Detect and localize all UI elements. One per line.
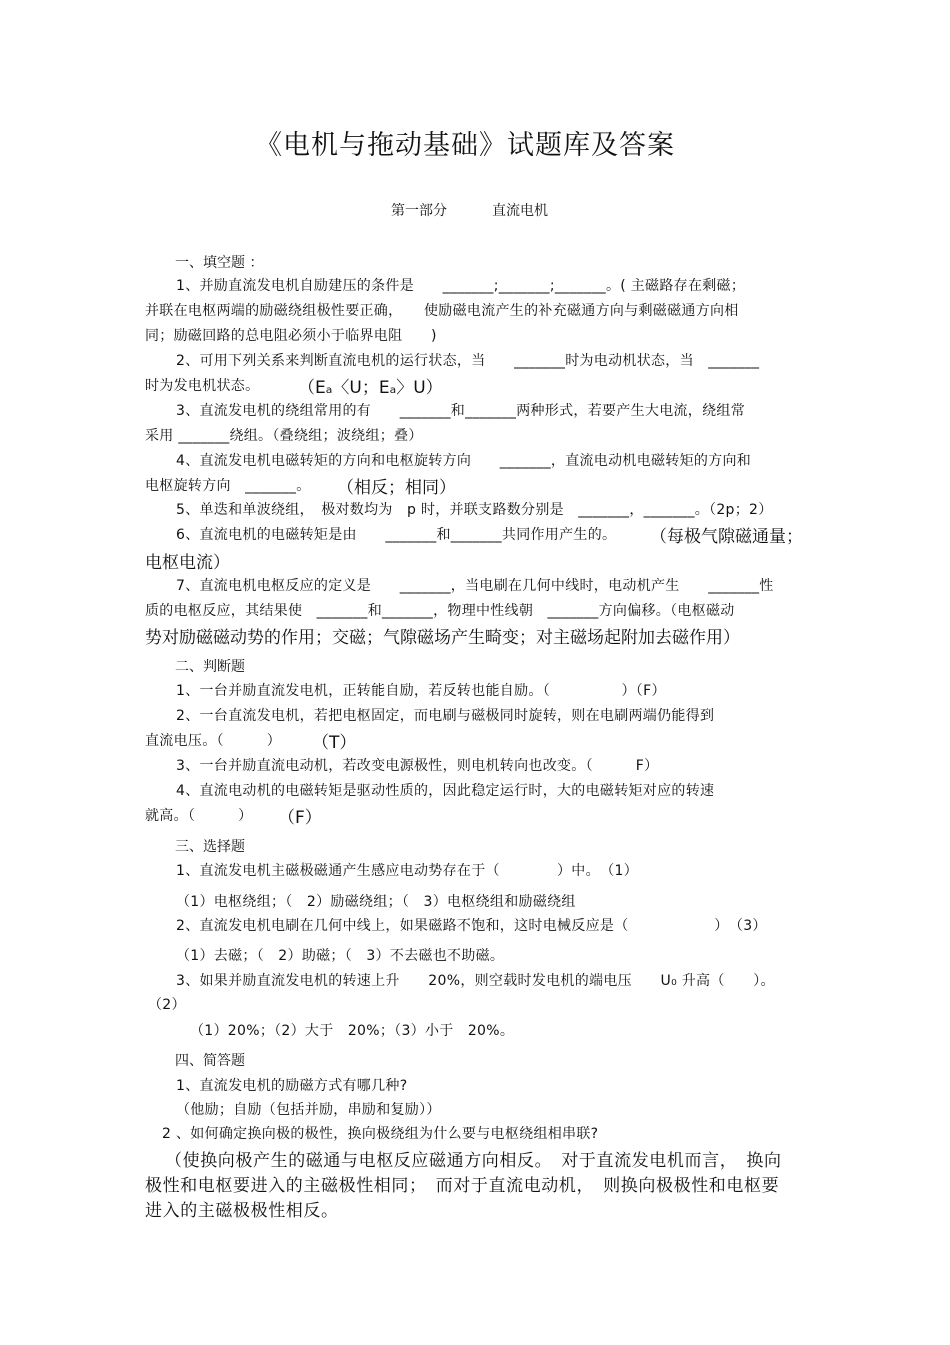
- short-q2-answer-line1: （使换向极产生的磁通与电枢反应磁通方向相反。 对于直流发电机而言， 换向: [165, 1151, 782, 1171]
- choice-q1-options: （1）电枢绕组；（ 2）励磁绕组；（ 3）电枢绕组和励磁绕组: [176, 894, 576, 910]
- part-name: 直流电机: [492, 203, 548, 219]
- judge-q4-line2: 就高。（ ）: [145, 808, 253, 824]
- short-q2-answer-line3: 进入的主磁极极性相反。: [145, 1201, 339, 1221]
- judge-q2-answer: （T）: [312, 733, 357, 753]
- choice-q2: 2、直流发电机电刷在几何中线上，如果磁路不饱和，这时电械反应是（ ） （3）: [176, 918, 767, 934]
- fill-q3-line2: 采用 _______绕组。（叠绕组；波绕组；叠）: [145, 428, 423, 444]
- short-q2-answer-line2: 极性和电枢要进入的主磁极性相同； 而对于直流电动机， 则换向极极性和电枢要: [145, 1176, 780, 1196]
- section-heading-fill: 一、填空题 ：: [175, 255, 264, 271]
- fill-q2-answer: （Eₐ〈U；Eₐ〉U）: [298, 378, 443, 398]
- judge-q4-answer: （F）: [278, 808, 322, 828]
- fill-q4-answer: （相反；相同）: [337, 478, 456, 498]
- fill-q4-line2: 电枢旋转方向 _______。: [145, 478, 311, 494]
- judge-q4-line1: 4、直流电动机的电磁转矩是驱动性质的，因此稳定运行时，大的电磁转矩对应的转速: [176, 783, 715, 799]
- choice-q3-line1: 3、如果并励直流发电机的转速上升 20%，则空载时发电机的端电压 U₀ 升高（ ）。: [176, 973, 775, 989]
- judge-q3: 3、一台并励直流电动机，若改变电源极性，则电机转向也改变。（ F）: [176, 758, 659, 774]
- judge-q2-line2: 直流电压。（ ）: [145, 733, 281, 749]
- fill-q6-line1: 6、直流电机的电磁转矩是由 _______和_______共同作用产生的。: [176, 527, 617, 543]
- fill-q2-line2: 时为发电机状态。: [145, 378, 260, 394]
- fill-q3-line1: 3、直流发电机的绕组常用的有 _______和_______两种形式，若要产生大电流，绕组常: [176, 403, 746, 419]
- short-q2: 2 、如何确定换向极的极性，换向极绕组为什么要与电枢绕组相串联?: [162, 1126, 599, 1142]
- choice-q3-line2: （2）: [148, 997, 186, 1013]
- judge-q1: 1、一台并励直流发电机，正转能自励，若反转也能自励。（ ）（F）: [176, 683, 666, 699]
- fill-q7-line2: 质的电枢反应，其结果使 _______和_______，物理中性线朝 _______方向偏移。（电枢磁动: [145, 603, 735, 619]
- short-q1: 1、直流发电机的励磁方式有哪几种?: [176, 1078, 408, 1094]
- choice-q1: 1、直流发电机主磁极磁通产生感应电动势存在于（ ）中。 （1）: [176, 863, 639, 879]
- fill-q6-answer: （每极气隙磁通量；: [650, 527, 803, 547]
- choice-q2-options: （1）去磁；（ 2）助磁；（ 3）不去磁也不助磁。: [176, 948, 505, 964]
- fill-q1-line2: 并联在电枢两端的励磁绕组极性要正确， 使励磁电流产生的补充磁通方向与剩磁磁通方向相: [145, 303, 739, 319]
- fill-q1-line3: 同；励磁回路的总电阻必须小于临界电阻 ): [145, 328, 437, 344]
- fill-q1-line1: 1、并励直流发电机自励建压的条件是 _______;_______;_______。( 主磁路存在剩磁；: [176, 278, 746, 294]
- fill-q4-line1: 4、直流发电机电磁转矩的方向和电枢旋转方向 _______，直流电动机电磁转矩的方向和: [176, 453, 752, 469]
- document-title: 《电机与拖动基础》试题库及答案: [255, 130, 675, 161]
- choice-q3-options: （1）20%；（2）大于 20%；（3）小于 20%。: [190, 1023, 515, 1039]
- section-heading-short: 四、简答题: [175, 1053, 245, 1069]
- fill-q6-line2: 电枢电流）: [145, 553, 230, 573]
- fill-q2-line1: 2、可用下列关系来判断直流电机的运行状态，当 _______时为电动机状态，当 _______: [176, 353, 760, 369]
- fill-q7-line1: 7、直流电机电枢反应的定义是 _______，当电刷在几何中线时，电动机产生 _______性: [176, 578, 774, 594]
- judge-q2-line1: 2、一台直流发电机，若把电枢固定，而电刷与磁极同时旋转，则在电刷两端仍能得到: [176, 708, 715, 724]
- short-q1-answer: （他励；自励（包括并励，串励和复励））: [176, 1102, 441, 1118]
- fill-q5: 5、单迭和单波绕组， 极对数均为 p 时，并联支路数分别是 _______，_______。（2p；2）: [176, 502, 773, 518]
- part-label: 第一部分: [391, 203, 447, 219]
- section-heading-choice: 三、选择题: [175, 839, 245, 855]
- fill-q7-line3: 势对励磁磁动势的作用；交磁；气隙磁场产生畸变；对主磁场起附加去磁作用）: [145, 628, 740, 648]
- section-heading-judge: 二、判断题: [175, 659, 245, 675]
